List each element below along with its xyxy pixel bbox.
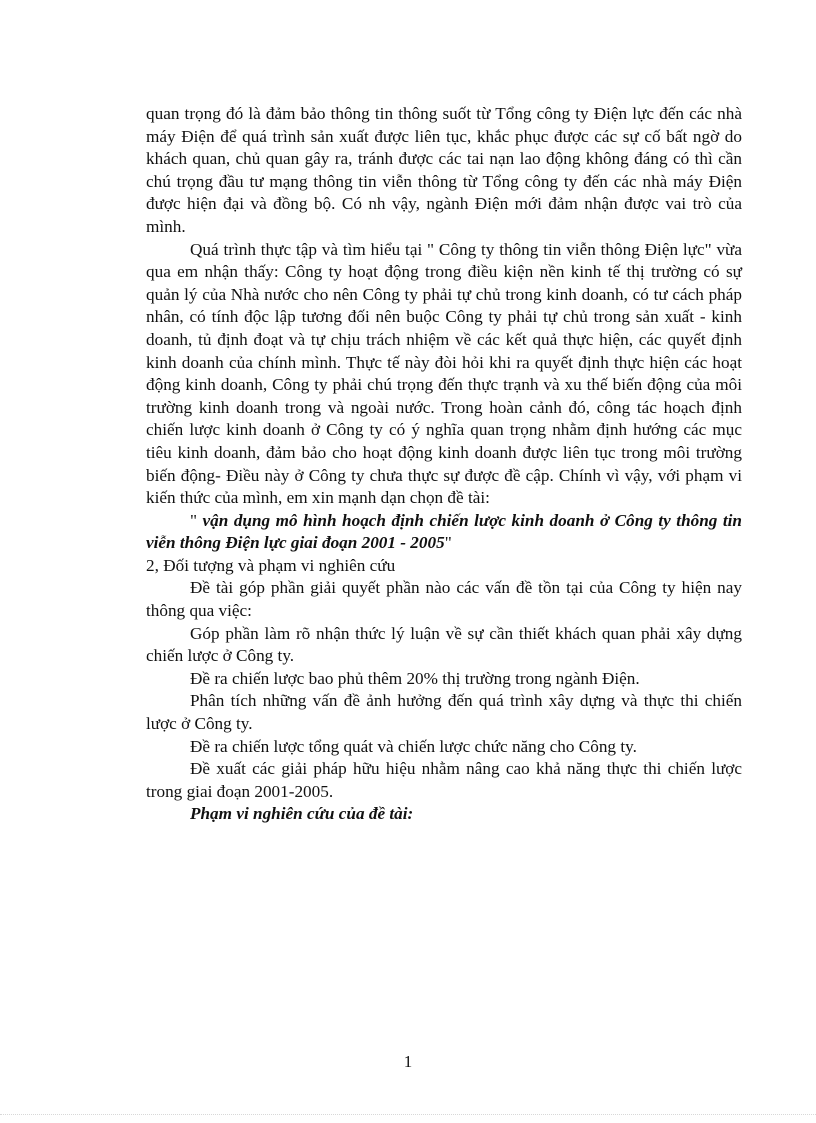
page-number: 1 bbox=[403, 1052, 413, 1071]
list-item-analyze-issues: Phân tích những vấn đề ảnh hưởng đến quá trình xây dựng và thực thi chiến lược ở Công ty. bbox=[146, 691, 742, 734]
title-open-quote: " bbox=[190, 510, 203, 530]
list-item-market-coverage: Đề ra chiến lược bao phủ thêm 20% thị trường trong ngành Điện. bbox=[190, 668, 640, 688]
subheading-research-scope: Phạm vi nghiên cứu của đề tài: bbox=[190, 804, 414, 824]
list-item-clarify-awareness: Góp phần làm rõ nhận thức lý luận về sự cần thiết khách quan phải xây dựng chiến lược ở Công ty. bbox=[146, 623, 742, 666]
paragraph-internship-context: Quá trình thực tập và tìm hiểu tại " Công ty thông tin viễn thông Điện lực" vừa qua em nhận thấy: Công ty hoạt động trong điều kiện nền kinh tế thị trường có sự quản lý của Nhà nước cho nên Công ty phải tự chủ trong kinh doanh, có tư cách pháp nhân, có tính độc lập tương đối nên buộc Công ty phải tự chủ trong sản xuất - kinh doanh, tủ định đoạt và tự chịu trách nhiệm về các kết quả thực hiện, các quyết định kinh doanh của chính mình. Thực tế này đòi hỏi khi ra quyết định thực hiện các hoạt động kinh doanh, Công ty phải chú trọng đến thực trạnh và xu thế biến động của môi trường kinh doanh trong và ngoài nước. Trong hoàn cảnh đó, công tác hoạch định chiến lược kinh doanh ở Công ty có ý nghĩa quan trọng nhằm định hướng các mục tiêu kinh doanh, đảm bảo cho hoạt động kinh doanh được liên tục trong môi trường biến động- Điều này ở Công ty chưa thực sự được đề cập. Chính vì vậy, với phạm vi kiến thức của mình, em xin mạnh dạn chọn đề tài: bbox=[146, 239, 742, 508]
document-body bbox=[146, 103, 742, 826]
title-close-quote: " bbox=[444, 533, 452, 553]
list-item-general-strategy: Đề ra chiến lược tổng quát và chiến lược chức năng cho Công ty. bbox=[190, 736, 637, 756]
paragraph-intro-continuation: quan trọng đó là đảm bảo thông tin thông suốt từ Tổng công ty Điện lực đến các nhà máy Điện để quá trình sản xuất được liên tục, khắc phục được các sự cố bất ngờ do khách quan, chủ quan gây ra, tránh được các tai nạn lao động không đáng có thì cần chú trọng đầu tư mạng thông tin viễn thông từ Tổng công ty đến các nhà máy Điện được hiện đại và đồng bộ. Có nh vậy, ngành Điện mới đảm nhận được vai trò của mình. bbox=[146, 104, 742, 236]
page-bottom-divider bbox=[0, 1114, 816, 1115]
thesis-title-line bbox=[146, 510, 742, 555]
list-item-propose-solutions: Đề xuất các giải pháp hữu hiệu nhằm nâng cao khả năng thực thi chiến lược trong giai đoạn 2001-2005. bbox=[146, 759, 742, 801]
section-heading-scope: 2, Đối tượng và phạm vi nghiên cứu bbox=[146, 555, 396, 575]
thesis-title: vận dụng mô hình hoạch định chiến lược kinh doanh ở Công ty thông tin viễn thông Điện lực giai đoạn 2001 - 2005 bbox=[146, 510, 742, 553]
paragraph-contribution: Đề tài góp phần giải quyết phần nào các vấn đề tồn tại của Công ty hiện nay thông qua việc: bbox=[146, 578, 742, 621]
